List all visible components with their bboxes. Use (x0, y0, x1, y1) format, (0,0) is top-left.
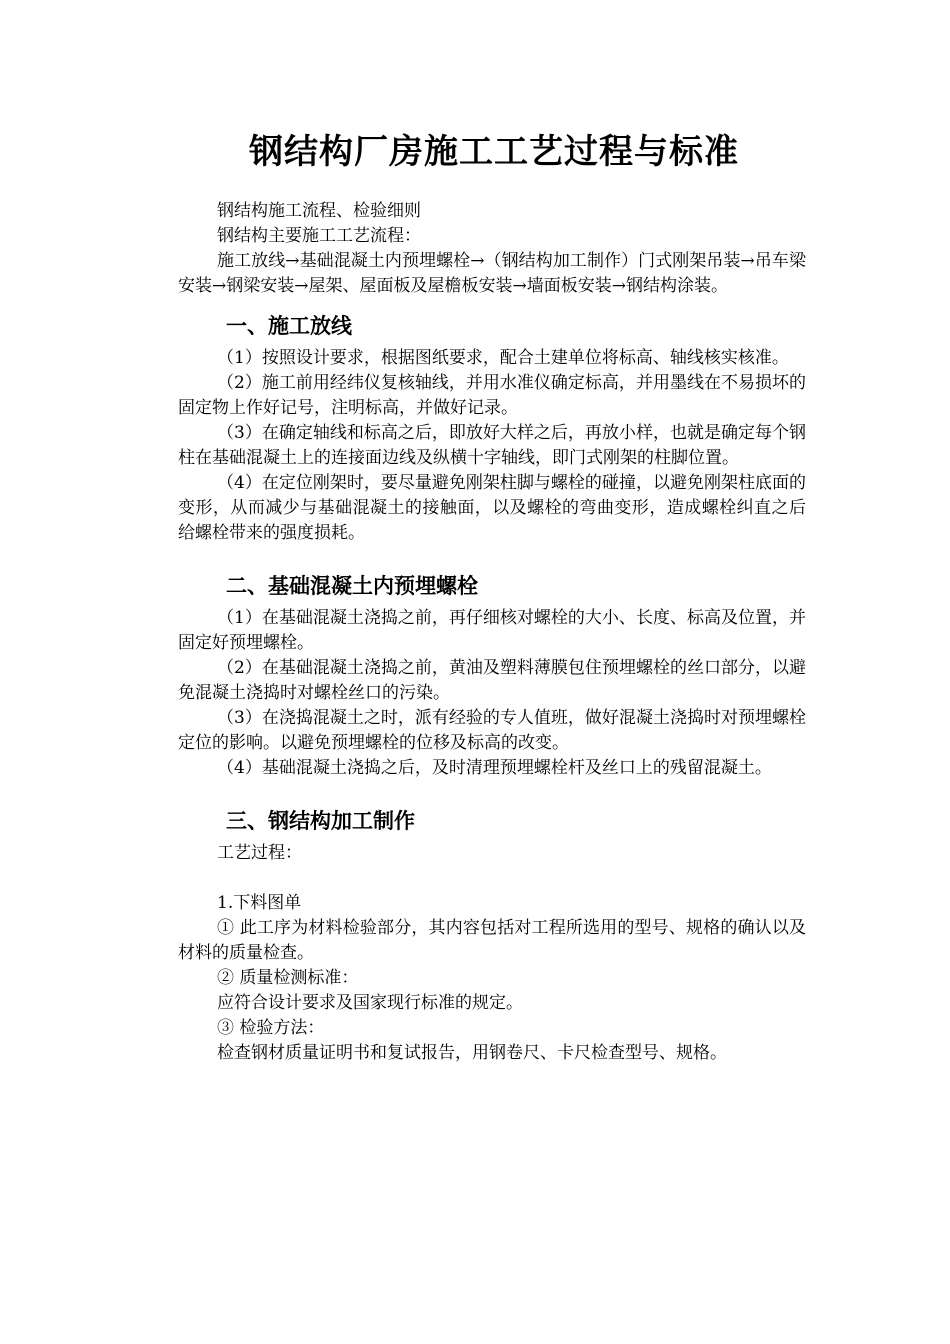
section-2-paragraph: （1）在基础混凝土浇捣之前，再仔细核对螺栓的大小、长度、标高及位置，并固定好预埋螺栓。 (178, 608, 806, 653)
intro-line-2: 钢结构主要施工工艺流程： (217, 226, 421, 246)
section-2-paragraph: （2）在基础混凝土浇捣之前，黄油及塑料薄膜包住预埋螺栓的丝口部分，以避免混凝土浇捣时对螺栓丝口的污染。 (178, 658, 806, 703)
intro-line-1: 钢结构施工流程、检验细则 (217, 201, 421, 221)
section-1-paragraph: （1）按照设计要求，根据图纸要求，配合土建单位将标高、轴线核实核准。 (217, 348, 789, 368)
section-heading-1: 一、施工放线 (226, 314, 352, 338)
item-paragraph: 应符合设计要求及国家现行标准的规定。 (217, 993, 523, 1013)
item-paragraph: ③ 检验方法： (217, 1018, 325, 1038)
section-2-paragraph: （4）基础混凝土浇捣之后，及时清理预埋螺栓杆及丝口上的残留混凝土。 (217, 758, 772, 778)
section-1-paragraph: （2）施工前用经纬仪复核轴线，并用水准仪确定标高，并用墨线在不易损坏的固定物上作好记号，注明标高，并做好记录。 (178, 373, 806, 418)
section-heading-2: 二、基础混凝土内预埋螺栓 (226, 574, 478, 598)
item-paragraph: ① 此工序为材料检验部分，其内容包括对工程所选用的型号、规格的确认以及材料的质量检查。 (178, 918, 806, 963)
document-body (178, 199, 806, 1066)
process-flow: 施工放线→基础混凝土内预埋螺栓→（钢结构加工制作）门式刚架吊装→吊车梁安装→钢梁安装→屋架、屋面板及屋檐板安装→墙面板安装→钢结构涂装。 (178, 251, 806, 296)
item-title: 1.下料图单 (217, 893, 302, 913)
item-paragraph: ② 质量检测标准： (217, 968, 359, 988)
section-1-paragraph: （4）在定位刚架时，要尽量避免刚架柱脚与螺栓的碰撞，以避免刚架柱底面的变形，从而减少与基础混凝土的接触面，以及螺栓的弯曲变形，造成螺栓纠直之后给螺栓带来的强度损耗。 (178, 473, 806, 543)
section-heading-3: 三、钢结构加工制作 (226, 809, 415, 833)
document-title: 钢结构厂房施工工艺过程与标准 (249, 132, 739, 172)
process-label: 工艺过程： (217, 843, 302, 863)
section-2-paragraph: （3）在浇捣混凝土之时，派有经验的专人值班，做好混凝土浇捣时对预埋螺栓定位的影响。以避免预埋螺栓的位移及标高的改变。 (178, 708, 806, 753)
item-paragraph: 检查钢材质量证明书和复试报告，用钢卷尺、卡尺检查型号、规格。 (217, 1043, 727, 1063)
section-1-paragraph: （3）在确定轴线和标高之后，即放好大样之后，再放小样，也就是确定每个钢柱在基础混凝土上的连接面边线及纵横十字轴线，即门式刚架的柱脚位置。 (178, 423, 806, 468)
